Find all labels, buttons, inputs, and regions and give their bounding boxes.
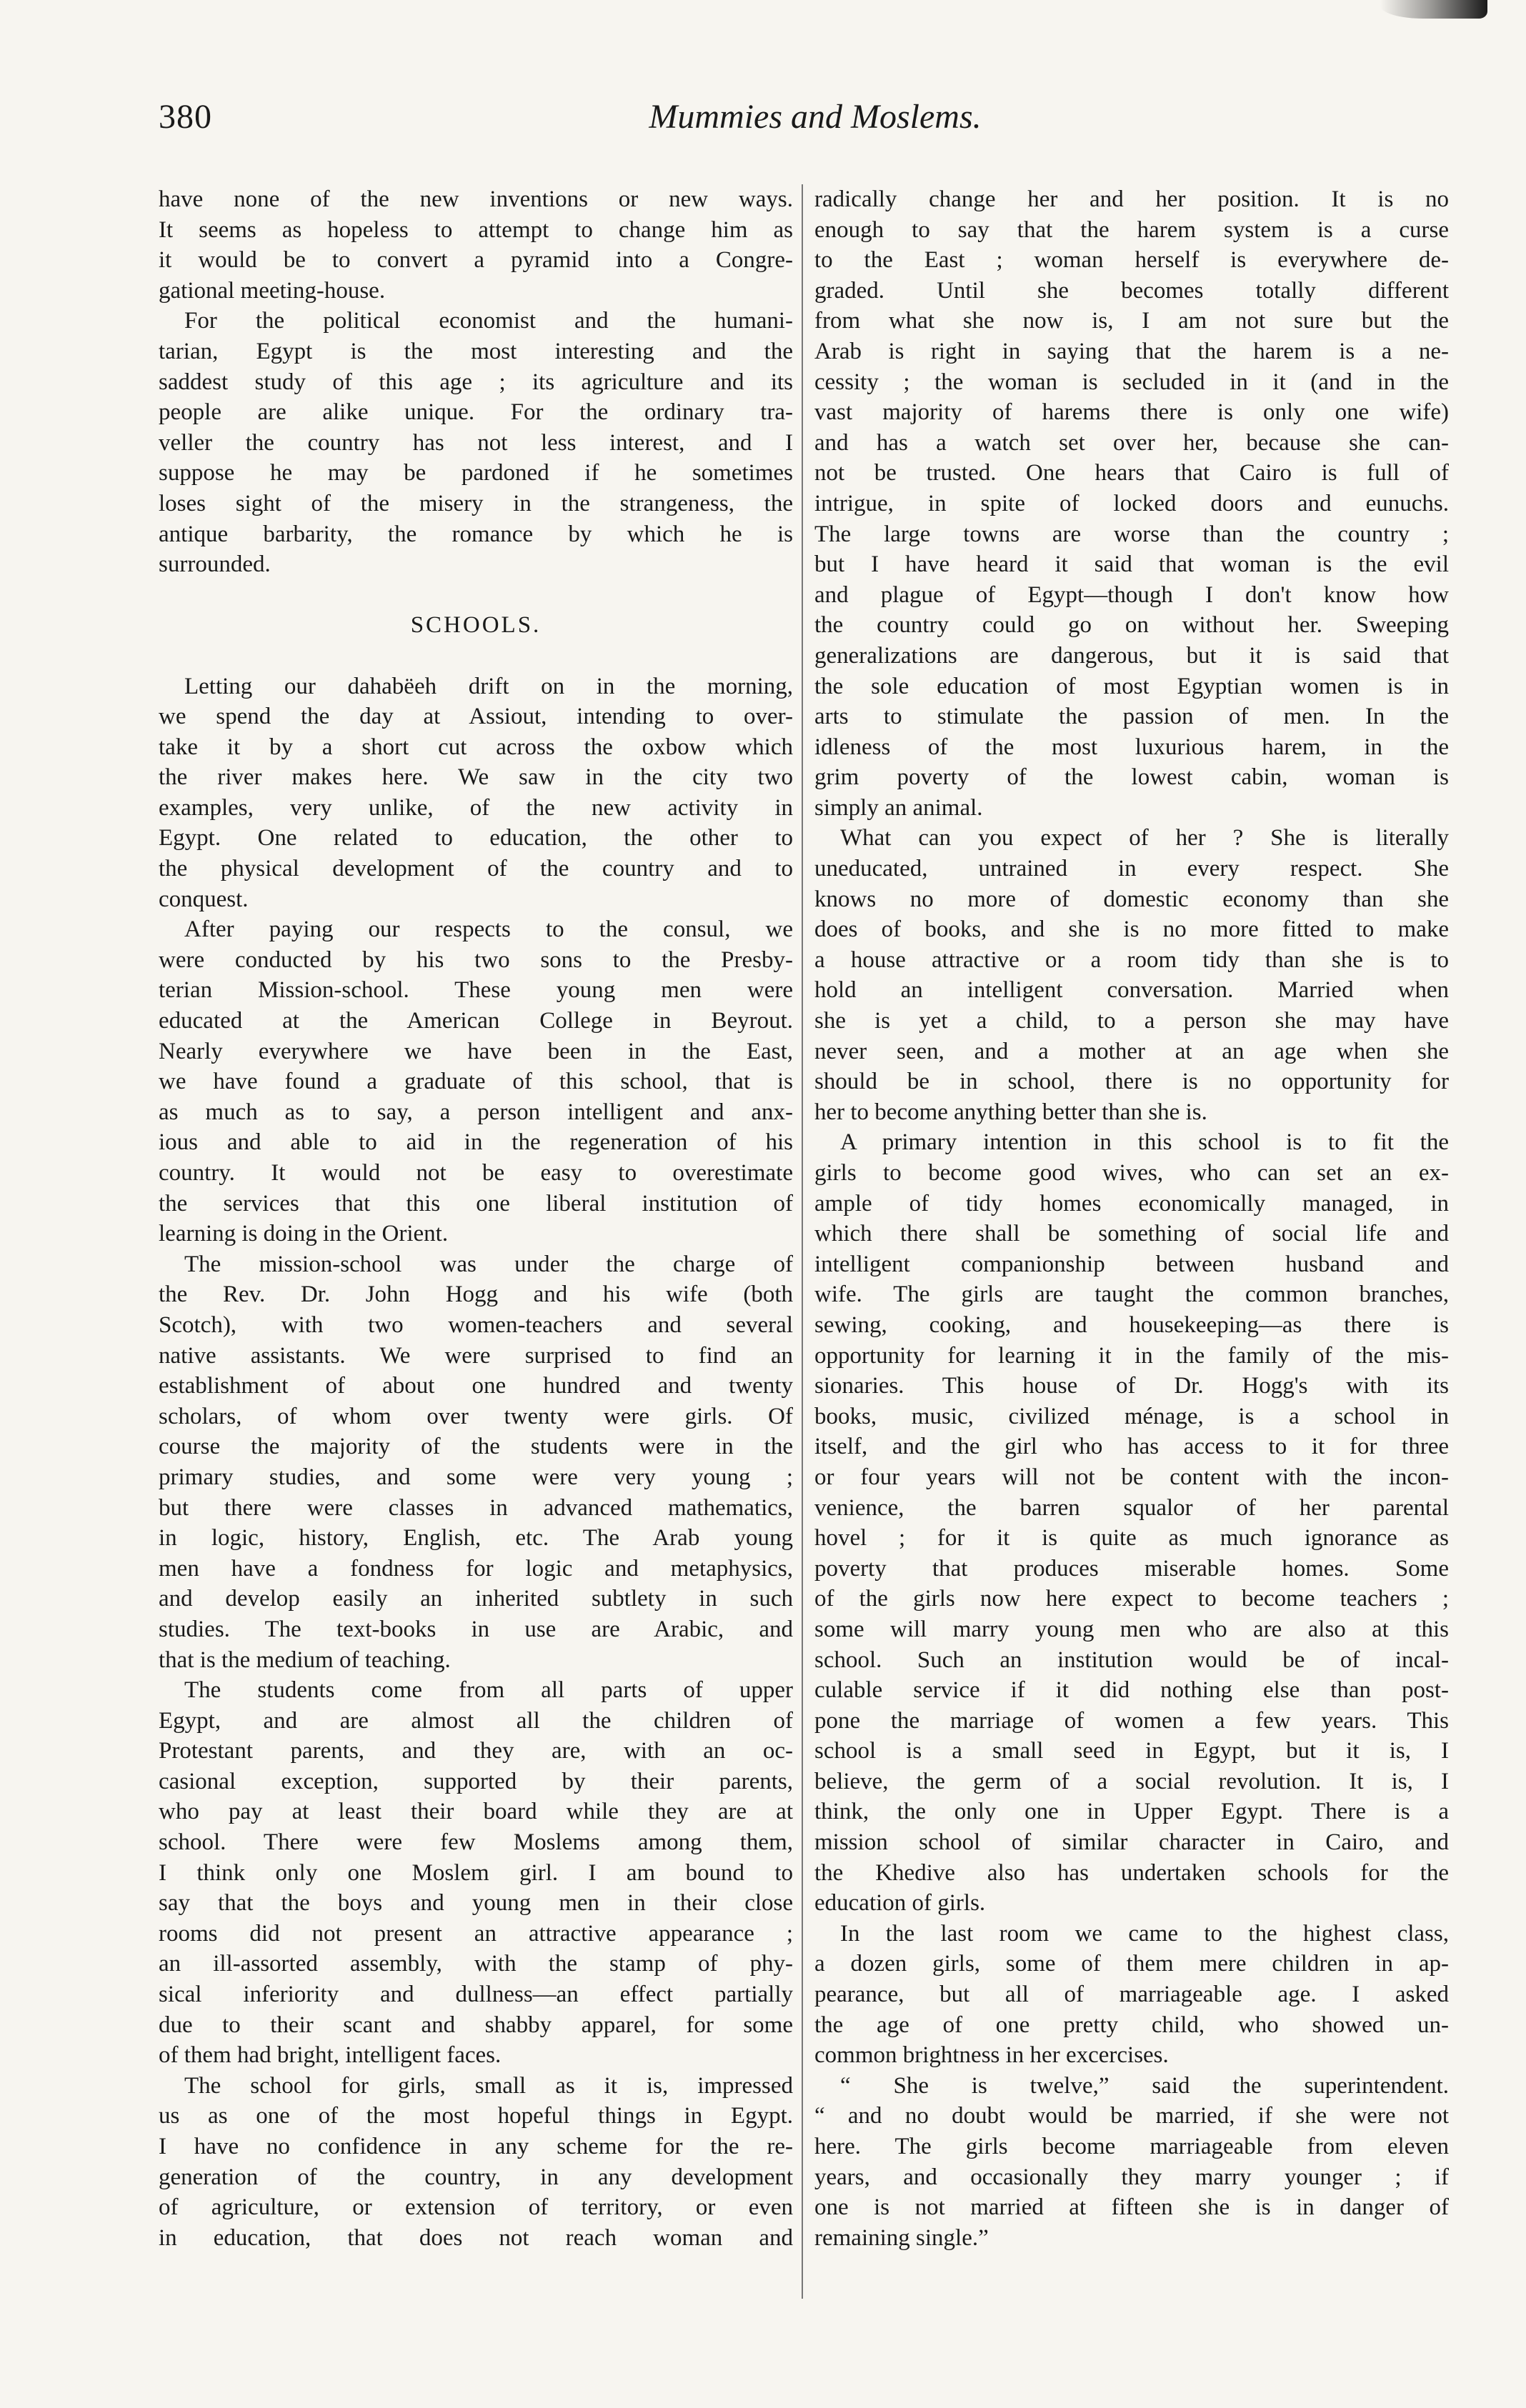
text-line: as much as to say, a person intelligent and anx- [159, 1099, 793, 1125]
text-line: and plague of Egypt—though I don't know how [814, 581, 1449, 608]
section-heading: SCHOOLS. [410, 612, 542, 639]
text-line: generalizations are dangerous, but it is said that [814, 642, 1449, 669]
text-line: In the last room we came to the highest class, [840, 1920, 1449, 1947]
text-line: I think only one Moslem girl. I am bound to [159, 1859, 793, 1886]
text-line: the sole education of most Egyptian women is in [814, 673, 1449, 699]
text-line: For the political economist and the humani- [184, 308, 793, 334]
text-line: to the East ; woman herself is everywhere de- [814, 247, 1449, 274]
text-line: but I have heard it said that woman is the evil [814, 551, 1449, 578]
text-line: saddest study of this age ; its agriculture and its [159, 369, 793, 395]
text-line: tarian, Egypt is the most interesting and the [159, 338, 793, 364]
text-line: from what she now is, I am not sure but the [814, 308, 1449, 334]
text-line: does of books, and she is no more fitted to make [814, 916, 1449, 943]
text-line: simply an animal. [814, 794, 983, 821]
text-line: the country could go on without her. Sweeping [814, 612, 1449, 639]
text-line: arts to stimulate the passion of men. In the [814, 704, 1449, 730]
text-line: the river makes here. We saw in the city two [159, 764, 793, 791]
text-line: sewing, cooking, and housekeeping—as there is [814, 1312, 1449, 1338]
text-line: take it by a short cut across the oxbow which [159, 734, 793, 760]
text-line: establishment of about one hundred and twenty [159, 1373, 793, 1399]
text-line: The students come from all parts of upper [184, 1677, 793, 1704]
text-line: terian Mission-school. These young men were [159, 977, 793, 1004]
text-line: examples, very unlike, of the new activity in [159, 794, 793, 821]
text-line: school is a small seed in Egypt, but it is, I [814, 1738, 1449, 1764]
text-line: enough to say that the harem system is a curse [814, 216, 1449, 243]
text-line: venience, the barren squalor of her parental [814, 1494, 1449, 1521]
text-line: veller the country has not less interest, and I [159, 429, 793, 456]
text-line: not be trusted. One hears that Cairo is full of [814, 460, 1449, 486]
column-divider [802, 184, 803, 2299]
text-line: it would be to convert a pyramid into a Congre- [159, 247, 793, 274]
text-line: idleness of the most luxurious harem, in the [814, 734, 1449, 760]
text-line: a dozen girls, some of them mere children in ap- [814, 1951, 1449, 1977]
text-line: sical inferiority and dullness—an effect partially [159, 1982, 793, 2008]
text-line: school. Such an institution would be of incal- [814, 1647, 1449, 1673]
text-line: gational meeting-house. [159, 277, 386, 304]
text-line: the services that this one liberal institution of [159, 1190, 793, 1217]
text-line: mission school of similar character in Cairo, and [814, 1829, 1449, 1856]
text-line: suppose he may be pardoned if he sometimes [159, 460, 793, 486]
text-line: grim poverty of the lowest cabin, woman is [814, 764, 1449, 791]
right-text-column [814, 184, 1449, 2253]
text-line: pone the marriage of women a few years. This [814, 1707, 1449, 1734]
left-text-column [159, 184, 793, 2253]
text-line: people are alike unique. For the ordinary tra- [159, 399, 793, 426]
text-line: never seen, and a mother at an age when she [814, 1038, 1449, 1064]
text-line: in education, that does not reach woman and [159, 2224, 793, 2251]
text-line: in logic, history, English, etc. The Arab young [159, 1525, 793, 1552]
text-line: poverty that produces miserable homes. Some [814, 1555, 1449, 1582]
text-line: graded. Until she becomes totally different [814, 277, 1449, 304]
running-title: Mummies and Moslems. [649, 98, 982, 136]
text-line: studies. The text-books in use are Arabic, and [159, 1616, 793, 1642]
text-line: which there shall be something of social life and [814, 1221, 1449, 1247]
text-line: have none of the new inventions or new ways. [159, 186, 793, 212]
text-line: opportunity for learning it in the family of the mis- [814, 1342, 1449, 1369]
text-line: us as one of the most hopeful things in Egypt. [159, 2103, 793, 2129]
text-line: hovel ; for it is quite as much ignorance as [814, 1525, 1449, 1552]
text-line: culable service if it did nothing else than post- [814, 1677, 1449, 1704]
text-line: remaining single.” [814, 2224, 989, 2251]
text-line: say that the boys and young men in their close [159, 1890, 793, 1917]
text-line: of them had bright, intelligent faces. [159, 2042, 502, 2069]
text-line: “ and no doubt would be married, if she were not [814, 2103, 1449, 2129]
text-line: A primary intention in this school is to fit the [840, 1129, 1449, 1156]
text-line: of agriculture, or extension of territory, or even [159, 2194, 793, 2221]
page-number: 380 [159, 98, 212, 136]
text-line: of the girls now here expect to become teachers ; [814, 1586, 1449, 1612]
text-line: itself, and the girl who has access to it for three [814, 1434, 1449, 1460]
text-line: but there were classes in advanced mathematics, [159, 1494, 793, 1521]
blank-line [159, 641, 793, 671]
text-line: the physical development of the country and to [159, 856, 793, 882]
text-line: ious and able to aid in the regeneration of his [159, 1129, 793, 1156]
text-line: After paying our respects to the consul, we [184, 916, 793, 943]
text-line: we have found a graduate of this school, that is [159, 1069, 793, 1095]
text-line: years, and occasionally they marry younger ; if [814, 2164, 1449, 2190]
text-line: learning is doing in the Orient. [159, 1221, 449, 1247]
text-line: knows no more of domestic economy than she [814, 886, 1449, 912]
text-line: Protestant parents, and they are, with an oc- [159, 1738, 793, 1764]
text-line: ample of tidy homes economically managed, in [814, 1190, 1449, 1217]
text-line: rooms did not present an attractive appearance ; [159, 1920, 793, 1947]
text-line: a house attractive or a room tidy than she is to [814, 946, 1449, 973]
text-line: who pay at least their board while they are at [159, 1799, 793, 1825]
text-line: believe, the germ of a social revolution. It is, I [814, 1768, 1449, 1794]
text-line: hold an intelligent conversation. Married when [814, 977, 1449, 1004]
text-line: surrounded. [159, 551, 271, 578]
text-line: What can you expect of her ? She is literally [840, 825, 1449, 851]
text-line: and has a watch set over her, because she can- [814, 429, 1449, 456]
text-line: the age of one pretty child, who showed un- [814, 2012, 1449, 2038]
text-line: one is not married at fifteen she is in danger of [814, 2194, 1449, 2221]
corner-ink-mark [1380, 0, 1487, 19]
text-line: she is yet a child, to a person she may have [814, 1008, 1449, 1034]
text-line: an ill-assorted assembly, with the stamp of phy- [159, 1951, 793, 1977]
text-line: education of girls. [814, 1890, 986, 1917]
text-line: or four years will not be content with the incon- [814, 1464, 1449, 1490]
text-line: school. There were few Moslems among them, [159, 1829, 793, 1856]
text-line: cessity ; the woman is secluded in it (and in the [814, 369, 1449, 395]
text-line: due to their scant and shabby apparel, for some [159, 2012, 793, 2038]
text-line: think, the only one in Upper Egypt. There is a [814, 1799, 1449, 1825]
text-line: course the majority of the students were in the [159, 1434, 793, 1460]
text-line: girls to become good wives, who can set an ex- [814, 1160, 1449, 1186]
text-line: were conducted by his two sons to the Presby- [159, 946, 793, 973]
text-line: intelligent companionship between husband and [814, 1251, 1449, 1277]
text-line: loses sight of the misery in the strangeness, the [159, 490, 793, 516]
text-line: The school for girls, small as it is, impressed [184, 2072, 793, 2099]
text-line: sionaries. This house of Dr. Hogg's with its [814, 1373, 1449, 1399]
text-line: scholars, of whom over twenty were girls. Of [159, 1403, 793, 1429]
text-line: primary studies, and some were very young ; [159, 1464, 793, 1490]
text-line: native assistants. We were surprised to find an [159, 1342, 793, 1369]
text-line: men have a fondness for logic and metaphysics, [159, 1555, 793, 1582]
text-line: Egypt, and are almost all the children of [159, 1707, 793, 1734]
text-line: uneducated, untrained in every respect. She [814, 856, 1449, 882]
text-line: and develop easily an inherited subtlety in such [159, 1586, 793, 1612]
text-line: Scotch), with two women-teachers and several [159, 1312, 793, 1338]
text-line: The mission-school was under the charge of [184, 1251, 793, 1277]
text-line: here. The girls become marriageable from eleven [814, 2134, 1449, 2159]
text-line: pearance, but all of marriageable age. I asked [814, 1982, 1449, 2008]
text-line: radically change her and her position. It is no [814, 186, 1449, 212]
text-line: her to become anything better than she is. [814, 1099, 1207, 1125]
text-line: casional exception, supported by their parents, [159, 1768, 793, 1794]
text-line: some will marry young men who are also at this [814, 1616, 1449, 1642]
text-line: educated at the American College in Beyrout. [159, 1008, 793, 1034]
text-line: conquest. [159, 886, 249, 912]
text-line: Arab is right in saying that the harem is a ne- [814, 338, 1449, 364]
text-line: the Khedive also has undertaken schools for the [814, 1859, 1449, 1886]
text-line: books, music, civilized ménage, is a school in [814, 1403, 1449, 1429]
text-line: intrigue, in spite of locked doors and eunuchs. [814, 490, 1449, 516]
text-line: vast majority of harems there is only one wife) [814, 399, 1449, 426]
text-line: antique barbarity, the romance by which he is [159, 521, 793, 547]
text-line: should be in school, there is no opportunity for [814, 1069, 1449, 1095]
page-header [159, 97, 1472, 154]
text-line: generation of the country, in any development [159, 2164, 793, 2190]
text-line: common brightness in her excercises. [814, 2042, 1169, 2069]
text-line: we spend the day at Assiout, intending to over- [159, 704, 793, 730]
text-line: that is the medium of teaching. [159, 1647, 451, 1673]
text-line: Nearly everywhere we have been in the East, [159, 1038, 793, 1064]
text-line: Egypt. One related to education, the other to [159, 825, 793, 851]
text-line: It seems as hopeless to attempt to change him as [159, 216, 793, 243]
blank-line [159, 580, 793, 611]
text-line: country. It would not be easy to overestimate [159, 1160, 793, 1186]
text-line: Letting our dahabëeh drift on in the morning, [184, 673, 793, 699]
text-line: The large towns are worse than the country ; [814, 521, 1449, 547]
text-line: the Rev. Dr. John Hogg and his wife (both [159, 1282, 793, 1308]
text-line: “ She is twelve,” said the superintendent. [840, 2072, 1449, 2099]
text-line: wife. The girls are taught the common branches, [814, 1282, 1449, 1308]
text-line: I have no confidence in any scheme for the re- [159, 2134, 793, 2159]
